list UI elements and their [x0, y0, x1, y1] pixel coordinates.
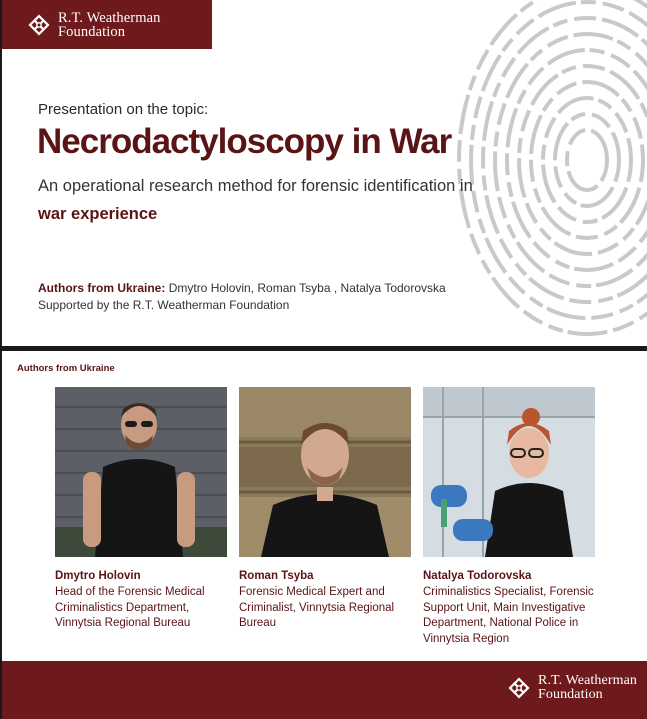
logo-wordmark: R.T. Weatherman Foundation — [538, 673, 637, 702]
subtitle-line-2: war experience — [38, 205, 158, 223]
author-card-tsyba — [239, 387, 411, 632]
header-logo — [2, 0, 212, 49]
author-card-todorovska — [423, 387, 595, 647]
author-role: Criminalistics Specialist, Forensic Support Unit, Main Investigative Department, National Police in Vinnytsia Region — [423, 586, 594, 645]
logo-wordmark: R.T. Weatherman Foundation — [58, 9, 161, 40]
author-photo — [55, 387, 227, 557]
footer-bar — [2, 661, 647, 719]
authors-label: Authors from Ukraine: — [38, 281, 166, 295]
authors-heading: Authors from Ukraine — [17, 363, 115, 374]
author-name: Dmytro Holovin — [55, 570, 141, 582]
author-role: Head of the Forensic Medical Criminalistics Department, Vinnytsia Regional Bureau — [55, 586, 205, 629]
footer-logo — [508, 674, 637, 702]
authors-names: Dmytro Holovin, Roman Tsyba , Natalya Todorovska — [165, 281, 446, 295]
author-name: Roman Tsyba — [239, 570, 314, 582]
support-line: Supported by the R.T. Weatherman Foundation — [38, 298, 290, 312]
presentation-kicker: Presentation on the topic: — [38, 101, 209, 118]
subtitle-line-1: An operational research method for forensic identification in — [38, 177, 473, 195]
author-name: Natalya Todorovska — [423, 570, 532, 582]
foundation-logo-icon — [28, 14, 50, 36]
page-title: Necrodactyloscopy in War — [37, 122, 452, 161]
foundation-logo-icon — [508, 677, 530, 699]
author-photo — [423, 387, 595, 557]
authors-slide — [2, 351, 647, 719]
authors-line — [38, 281, 446, 295]
cover-slide — [2, 0, 647, 346]
fingerprint-icon — [437, 0, 647, 346]
author-card-holovin — [55, 387, 227, 632]
author-photo — [239, 387, 411, 557]
author-role: Forensic Medical Expert and Criminalist, Vinnytsia Regional Bureau — [239, 586, 395, 629]
